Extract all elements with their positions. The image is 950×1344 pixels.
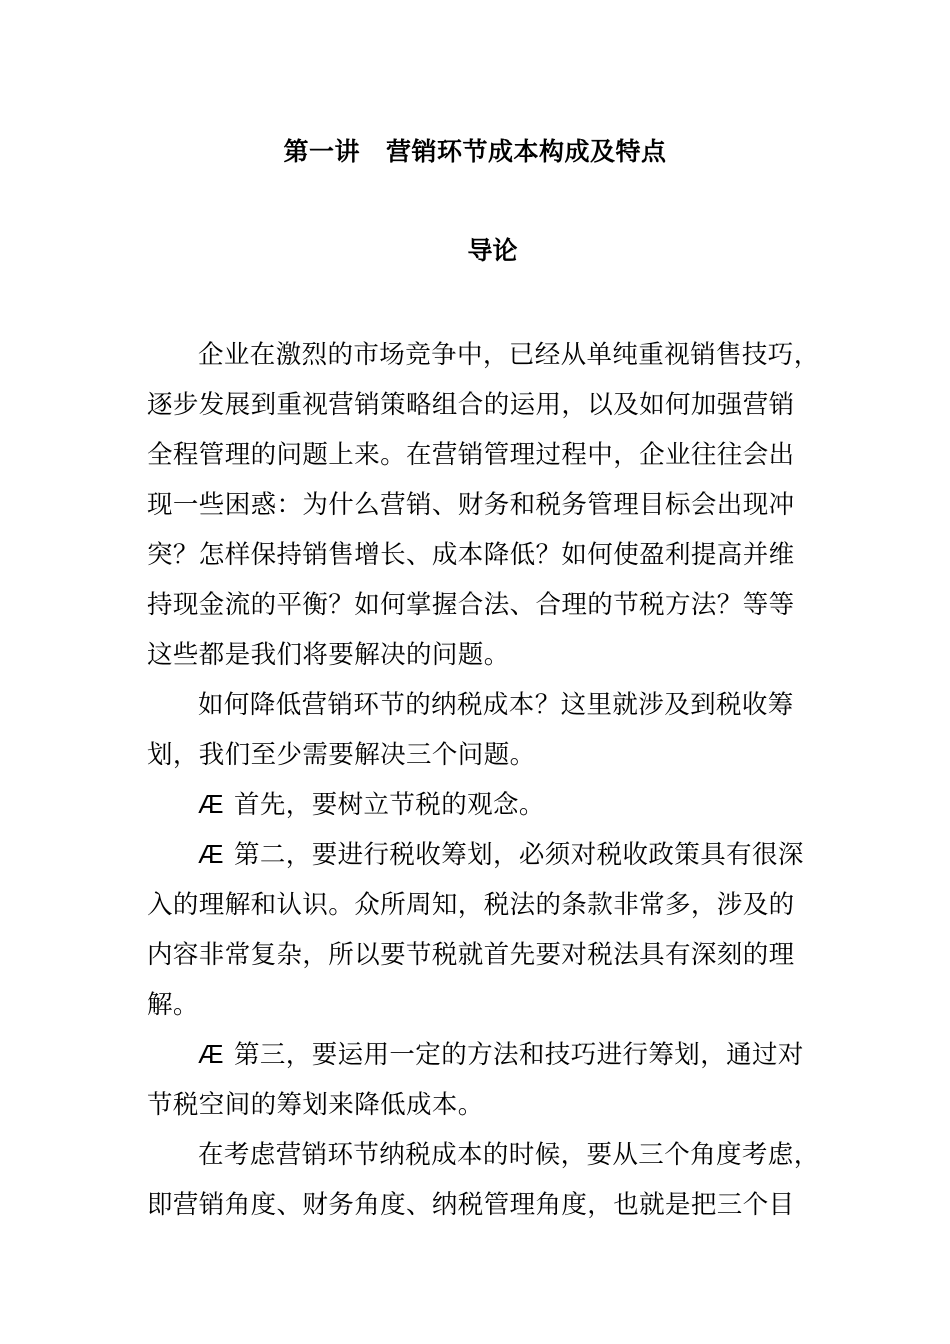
chapter-heading	[0, 135, 950, 169]
paragraph-line: 在考虑营销环节纳税成本的时候，要从三个角度考虑，	[198, 1140, 820, 1170]
bullet-text: 第二，要进行税收筹划，必须对税收政策具有很深	[234, 840, 804, 870]
paragraph-line: 现一些困惑：为什么营销、财务和税务管理目标会出现冲	[147, 490, 795, 520]
chapter-number: 第一讲	[283, 137, 360, 166]
bullet-line	[147, 780, 837, 830]
paragraph-line: 如何降低营销环节的纳税成本？这里就涉及到税收筹	[198, 690, 794, 720]
paragraph-line: 全程管理的问题上来。在营销管理过程中，企业往往会出	[147, 440, 795, 470]
paragraph-line: 逐步发展到重视营销策略组合的运用，以及如何加强营销	[147, 390, 795, 420]
bullet-text: 首先，要树立节税的观念。	[234, 790, 545, 820]
section-heading: 导论	[467, 236, 518, 265]
paragraph-line: 即营销角度、财务角度、纳税管理角度，也就是把三个目	[147, 1190, 795, 1220]
bullet-marker: Æ	[198, 791, 224, 819]
paragraph-line: 划，我们至少需要解决三个问题。	[147, 740, 536, 770]
paragraph-line: 内容非常复杂，所以要节税就首先要对税法具有深刻的理	[147, 940, 795, 970]
body-text	[147, 330, 837, 1230]
bullet-line	[147, 830, 837, 880]
bullet-text: 第三，要运用一定的方法和技巧进行筹划，通过对	[234, 1040, 804, 1070]
paragraph-line: 这些都是我们将要解决的问题。	[147, 640, 510, 670]
paragraph-line: 节税空间的筹划来降低成本。	[147, 1090, 484, 1120]
bullet-marker: Æ	[198, 841, 224, 869]
paragraph-line: 解。	[147, 990, 199, 1020]
paragraph-line: 持现金流的平衡？如何掌握合法、合理的节税方法？等等	[147, 590, 795, 620]
paragraph-line: 企业在激烈的市场竞争中，已经从单纯重视销售技巧，	[198, 340, 820, 370]
chapter-title-text: 营销环节成本构成及特点	[386, 137, 667, 166]
paragraph-line: 突？怎样保持销售增长、成本降低？如何使盈利提高并维	[147, 540, 795, 570]
bullet-line	[147, 1030, 837, 1080]
bullet-marker: Æ	[198, 1041, 224, 1069]
paragraph-line: 入的理解和认识。众所周知，税法的条款非常多，涉及的	[147, 890, 795, 920]
